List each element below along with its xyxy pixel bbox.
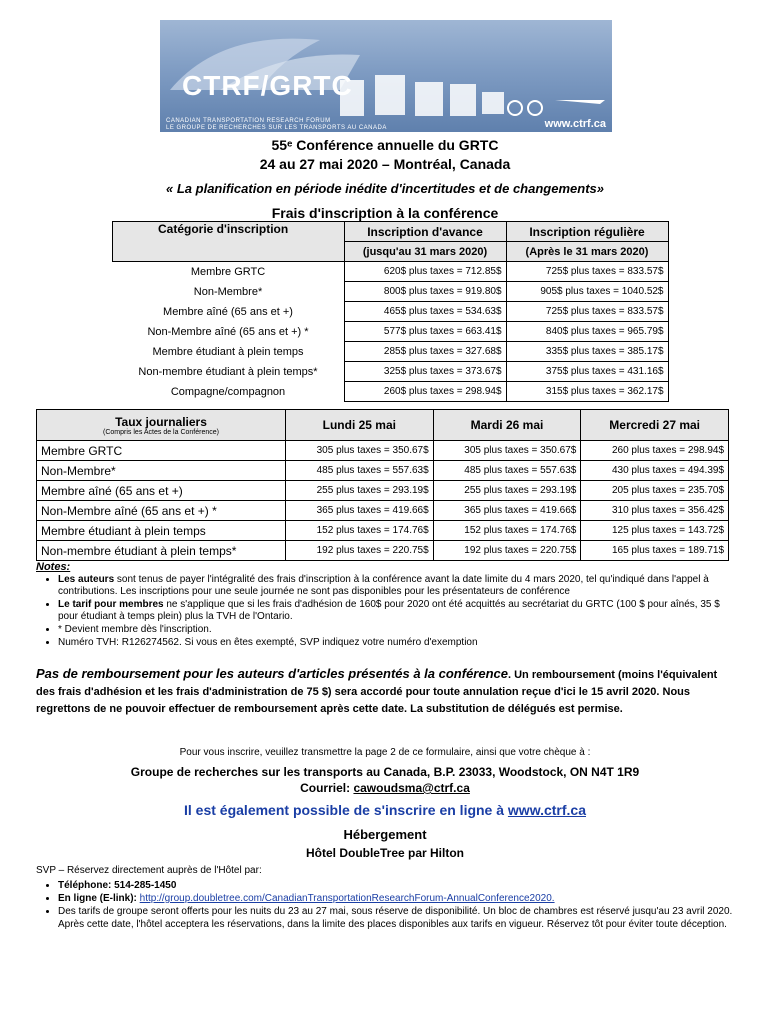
fees-row xyxy=(113,362,669,382)
fees-title: Frais d'inscription à la conférence xyxy=(271,205,499,221)
fees-advance: 800$ plus taxes = 919.80$ xyxy=(344,282,506,302)
fees-regular: 375$ plus taxes = 431.16$ xyxy=(506,362,668,382)
hotel-section xyxy=(36,864,736,931)
daily-monday: 365 plus taxes = 419.66$ xyxy=(286,501,434,521)
registration-fees-table xyxy=(112,221,669,402)
hotel-link[interactable]: http://group.doubletree.com/CanadianTransportationResearchForum-AnnualConference2020. xyxy=(139,893,555,904)
note-hst: • Numéro TVH: R126274562. Si vous en êtes exempté, SVP indiquez votre numéro d'exemption xyxy=(58,637,736,650)
daily-category: Membre GRTC xyxy=(37,441,286,461)
logo-subtitle-en: CANADIAN TRANSPORTATION RESEARCH FORUM xyxy=(166,118,331,124)
fees-category: Membre étudiant à plein temps xyxy=(152,345,304,358)
fees-regular: 905$ plus taxes = 1040.52$ xyxy=(506,282,668,302)
fees-category: Non-Membre* xyxy=(193,285,263,298)
daily-monday: 152 plus taxes = 174.76$ xyxy=(286,521,434,541)
online-registration: Il est également possible de s'inscrire en ligne à www.ctrf.ca xyxy=(184,802,586,818)
daily-wednesday: 260 plus taxes = 298.94$ xyxy=(581,441,729,461)
notes-section xyxy=(36,561,736,649)
logo-text: CTRF/GRTC xyxy=(182,70,353,101)
daily-tuesday: 485 plus taxes = 557.63$ xyxy=(433,461,581,481)
col-tuesday: Mardi 26 mai xyxy=(433,410,581,441)
logo-subtitle-fr: LE GROUPE DE RECHERCHES SUR LES TRANSPORTS AU CANADA xyxy=(166,125,387,131)
col-advance-sub: (jusqu'au 31 mars 2020) xyxy=(344,242,506,262)
daily-category: Membre étudiant à plein temps xyxy=(37,521,286,541)
fees-regular: 315$ plus taxes = 362.17$ xyxy=(506,382,668,402)
col-regular-sub: (Après le 31 mars 2020) xyxy=(506,242,668,262)
col-advance: Inscription d'avance xyxy=(344,222,506,242)
daily-tuesday: 255 plus taxes = 293.19$ xyxy=(433,481,581,501)
daily-row xyxy=(37,481,729,501)
banner-url: www.ctrf.ca xyxy=(544,118,606,130)
fees-category: Non-Membre aîné (65 ans et +) * xyxy=(147,325,309,338)
daily-row xyxy=(37,541,729,561)
note-member-rate: • Le tarif pour membres ne s'applique que si les frais d'adhésion de 160$ pour 2020 ont été acquittés au secrétariat du GRTC (100 $ pour aînés, 35 $ pour étudiant à temps plein) plus la TVH de l'Ontario. xyxy=(58,599,736,624)
daily-wednesday: 125 plus taxes = 143.72$ xyxy=(581,521,729,541)
col-daily-sub: (Compris les Actes de la Conférence) xyxy=(103,428,219,436)
daily-category: Non-membre étudiant à plein temps* xyxy=(37,541,286,561)
conference-title: 55ᵉ Conférence annuelle du GRTC xyxy=(271,137,499,153)
daily-tuesday: 192 plus taxes = 220.75$ xyxy=(433,541,581,561)
hotel-name: Hôtel DoubleTree par Hilton xyxy=(305,846,464,860)
conference-theme: « La planification en période inédite d'incertitudes et de changements» xyxy=(166,181,604,196)
hotel-note: • Des tarifs de groupe seront offerts pour les nuits du 23 au 27 mai, sous réserve de disponibilité. Un bloc de chambres est réservé jusqu'au 23 avril 2020. Après cette date, l'hôtel acceptera les réservations, dans la limite des places disponibles aux tarifs en vigueur. Réservez tôt pour éviter toute déception. xyxy=(58,905,736,931)
daily-row xyxy=(37,441,729,461)
col-wednesday: Mercredi 27 mai xyxy=(581,410,729,441)
conference-dates: 24 au 27 mai 2020 – Montréal, Canada xyxy=(259,156,511,172)
email-link[interactable]: cawoudsma@ctrf.ca xyxy=(353,781,470,795)
daily-category: Non-Membre* xyxy=(37,461,286,481)
header-banner xyxy=(160,20,612,132)
fees-advance: 260$ plus taxes = 298.94$ xyxy=(344,382,506,402)
fees-advance: 620$ plus taxes = 712.85$ xyxy=(344,262,506,282)
daily-wednesday: 205 plus taxes = 235.70$ xyxy=(581,481,729,501)
contact-intro: Pour vous inscrire, veuillez transmettre la page 2 de ce formulaire, ainsi que votre chèque à : xyxy=(179,747,591,758)
fees-row xyxy=(113,382,669,402)
fees-row xyxy=(113,342,669,362)
daily-monday: 305 plus taxes = 350.67$ xyxy=(286,441,434,461)
fees-advance: 325$ plus taxes = 373.67$ xyxy=(344,362,506,382)
daily-tuesday: 152 plus taxes = 174.76$ xyxy=(433,521,581,541)
daily-row xyxy=(37,501,729,521)
refund-policy: Pas de remboursement pour les auteurs d'articles présentés à la conférence. Un remboursement (moins l'équivalent des frais d'adhésion et les frais d'administration de 75 $) sera accordé pour toute annulation reçue d'ici le 15 avril 2020. Nous regrettons de ne pouvoir effectuer de remboursement après cette date. La substitution de délégués est permise. xyxy=(36,666,718,715)
fees-row xyxy=(113,262,669,282)
col-daily-title: Taux journaliers xyxy=(115,414,207,429)
fees-category: Membre GRTC xyxy=(190,265,266,278)
fees-regular: 725$ plus taxes = 833.57$ xyxy=(506,262,668,282)
notes-heading: Notes: xyxy=(36,561,71,573)
daily-tuesday: 365 plus taxes = 419.66$ xyxy=(433,501,581,521)
daily-category: Membre aîné (65 ans et +) xyxy=(37,481,286,501)
daily-row xyxy=(37,521,729,541)
note-authors: • Les auteurs sont tenus de payer l'intégralité des frais d'inscription à la conférence avant la date limite du 4 mars 2020, tel qu'indiqué dans l'appel à contributions. Les inscriptions pour une seule journée ne sont pas disponibles pour les présentateurs de conférence xyxy=(58,574,736,599)
hotel-intro: SVP – Réservez directement auprès de l'Hôtel par: xyxy=(36,865,262,876)
fees-regular: 335$ plus taxes = 385.17$ xyxy=(506,342,668,362)
fees-regular: 840$ plus taxes = 965.79$ xyxy=(506,322,668,342)
hotel-link-item: • En ligne (E-link): http://group.doubletree.com/CanadianTransportationResearchForum-AnnualConference2020. xyxy=(58,892,736,905)
fees-category: Membre aîné (65 ans et +) xyxy=(163,305,293,318)
col-category: Catégorie d'inscription xyxy=(113,222,345,262)
col-monday: Lundi 25 mai xyxy=(286,410,434,441)
ctrf-link[interactable]: www.ctrf.ca xyxy=(507,802,586,818)
daily-row xyxy=(37,461,729,481)
daily-wednesday: 310 plus taxes = 356.42$ xyxy=(581,501,729,521)
fees-advance: 577$ plus taxes = 663.41$ xyxy=(344,322,506,342)
contact-address: Groupe de recherches sur les transports au Canada, B.P. 23033, Woodstock, ON N4T 1R9 xyxy=(130,765,640,779)
fees-row xyxy=(113,282,669,302)
daily-rates-table xyxy=(36,409,729,561)
fees-row xyxy=(113,302,669,322)
daily-category: Non-Membre aîné (65 ans et +) * xyxy=(37,501,286,521)
contact-email: Courriel: cawoudsma@ctrf.ca xyxy=(300,781,470,795)
daily-wednesday: 165 plus taxes = 189.71$ xyxy=(581,541,729,561)
daily-monday: 192 plus taxes = 220.75$ xyxy=(286,541,434,561)
fees-regular: 725$ plus taxes = 833.57$ xyxy=(506,302,668,322)
fees-advance: 285$ plus taxes = 327.68$ xyxy=(344,342,506,362)
hotel-phone: • Téléphone: 514-285-1450 xyxy=(58,879,736,892)
daily-wednesday: 430 plus taxes = 494.39$ xyxy=(581,461,729,481)
daily-tuesday: 305 plus taxes = 350.67$ xyxy=(433,441,581,461)
daily-monday: 255 plus taxes = 293.19$ xyxy=(286,481,434,501)
note-membership: • * Devient membre dès l'inscription. xyxy=(58,624,736,637)
col-regular: Inscription régulière xyxy=(506,222,668,242)
fees-advance: 465$ plus taxes = 534.63$ xyxy=(344,302,506,322)
col-daily xyxy=(37,410,286,441)
fees-row xyxy=(113,322,669,342)
daily-monday: 485 plus taxes = 557.63$ xyxy=(286,461,434,481)
hotel-title: Hébergement xyxy=(343,827,427,842)
fees-category: Compagne/compagnon xyxy=(170,385,286,398)
fees-category: Non-membre étudiant à plein temps* xyxy=(138,365,318,378)
